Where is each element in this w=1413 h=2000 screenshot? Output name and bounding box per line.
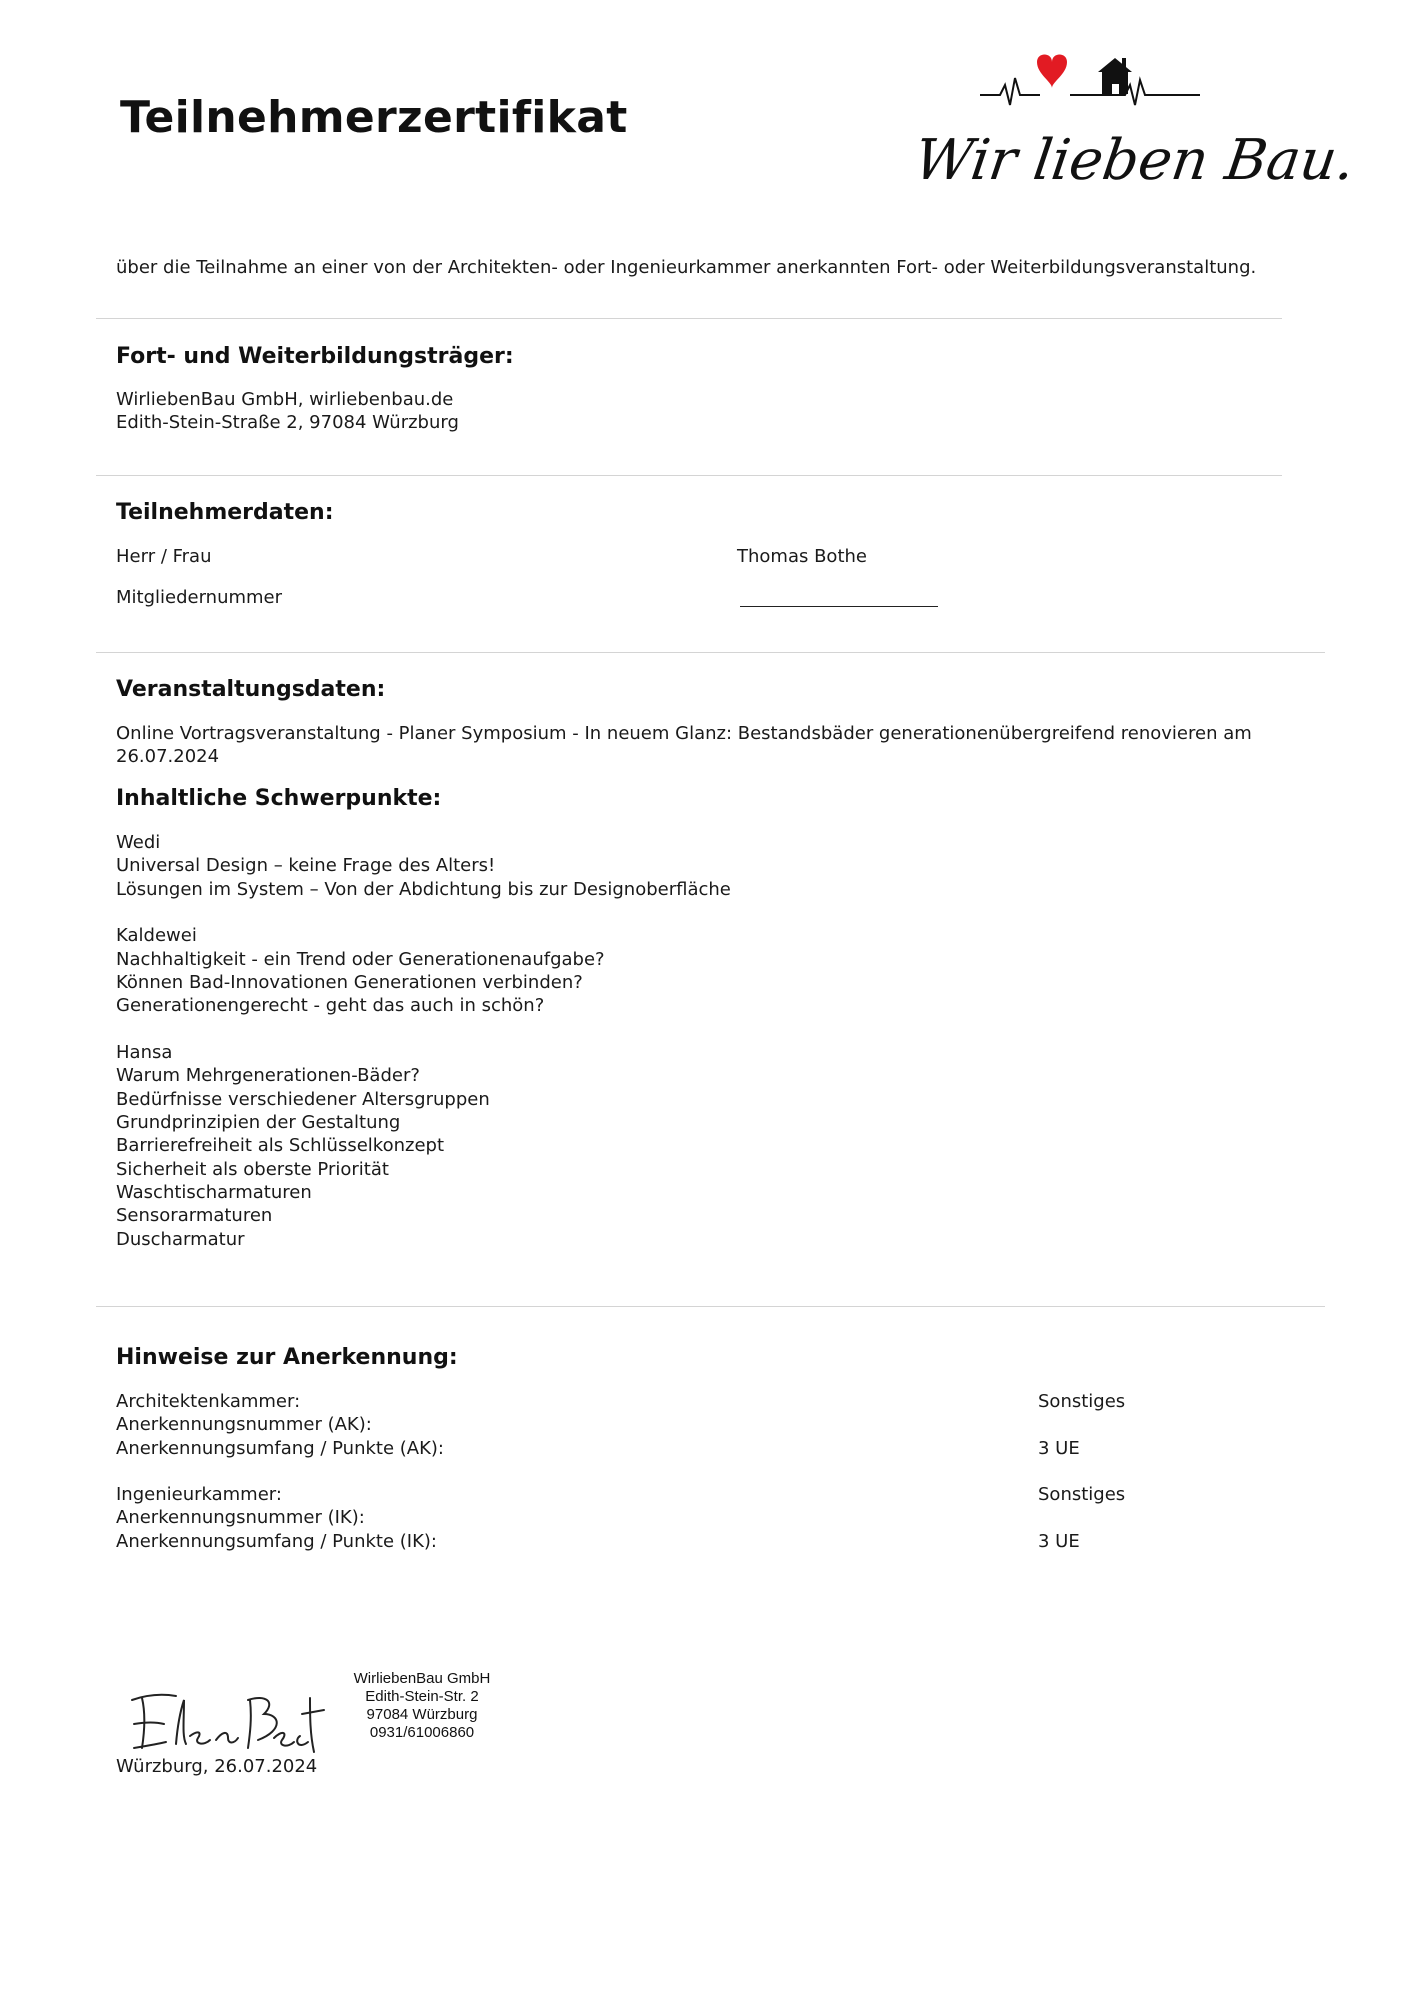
ik-number-label: Anerkennungsnummer (IK): — [116, 1507, 365, 1528]
salutation-label: Herr / Frau — [116, 546, 212, 567]
topic-line: Generationengerecht - geht das auch in schön? — [116, 995, 545, 1016]
topic-line: Universal Design – keine Frage des Alters! — [116, 855, 496, 876]
ik-scope-label: Anerkennungsumfang / Punkte (IK): — [116, 1531, 437, 1552]
topic-line: Wedi — [116, 832, 161, 853]
stamp-line: Edith-Stein-Str. 2 — [365, 1688, 479, 1705]
company-logo — [910, 50, 1359, 193]
topic-line: Warum Mehrgenerationen-Bäder? — [116, 1065, 420, 1086]
heartbeat-heart-house-icon — [910, 50, 1270, 110]
topic-line: Sensorarmaturen — [116, 1205, 273, 1226]
topic-line: Sicherheit als oberste Priorität — [116, 1159, 389, 1180]
event-description: Online Vortragsveranstaltung - Planer Symposium - In neuem Glanz: Bestandsbäder generationenübergreifend renovieren am — [116, 723, 1252, 744]
member-number-blank — [740, 606, 938, 607]
ak-scope-label: Anerkennungsumfang / Punkte (AK): — [116, 1438, 444, 1459]
intro-text: über die Teilnahme an einer von der Architekten- oder Ingenieurkammer anerkannten Fort- oder Weiterbildungsveranstaltung. — [116, 257, 1257, 278]
place-date: Würzburg, 26.07.2024 — [116, 1756, 318, 1777]
provider-name: WirliebenBau GmbH, wirliebenbau.de — [116, 389, 454, 410]
participant-name: Thomas Bothe — [737, 546, 867, 567]
member-number-label: Mitgliedernummer — [116, 587, 283, 608]
ik-chamber-label: Ingenieurkammer: — [116, 1484, 282, 1505]
stamp-line: 97084 Würzburg — [366, 1706, 478, 1723]
participant-heading: Teilnehmerdaten: — [116, 500, 334, 525]
stamp-line: 0931/61006860 — [369, 1724, 475, 1741]
divider — [96, 652, 1325, 653]
divider — [96, 1306, 1325, 1307]
topic-line: Barrierefreiheit als Schlüsselkonzept — [116, 1135, 445, 1156]
ak-number-label: Anerkennungsnummer (AK): — [116, 1414, 372, 1435]
topic-line: Lösungen im System – Von der Abdichtung bis zur Designoberfläche — [116, 879, 731, 900]
stamp-line: WirliebenBau GmbH — [353, 1670, 491, 1687]
event-heading: Veranstaltungsdaten: — [116, 677, 386, 702]
ak-chamber-label: Architektenkammer: — [116, 1391, 301, 1412]
topic-line: Waschtischarmaturen — [116, 1182, 312, 1203]
topic-line: Bedürfnisse verschiedener Altersgruppen — [116, 1089, 490, 1110]
recognition-heading: Hinweise zur Anerkennung: — [116, 1345, 458, 1370]
topic-line: Nachhaltigkeit - ein Trend oder Generationenaufgabe? — [116, 949, 605, 970]
ak-scope-value: 3 UE — [1038, 1438, 1080, 1459]
company-stamp — [342, 1670, 502, 1742]
divider — [96, 475, 1282, 476]
topic-line: Grundprinzipien der Gestaltung — [116, 1112, 401, 1133]
topic-line: Können Bad-Innovationen Generationen verbinden? — [116, 972, 583, 993]
topics-heading: Inhaltliche Schwerpunkte: — [116, 786, 442, 811]
event-date: 26.07.2024 — [116, 746, 220, 767]
handwritten-signature — [124, 1680, 334, 1760]
topic-line: Hansa — [116, 1042, 173, 1063]
topic-line: Kaldewei — [116, 925, 197, 946]
ik-scope-value: 3 UE — [1038, 1531, 1080, 1552]
provider-address: Edith-Stein-Straße 2, 97084 Würzburg — [116, 412, 459, 433]
ik-chamber-value: Sonstiges — [1038, 1484, 1126, 1505]
provider-heading: Fort- und Weiterbildungsträger: — [116, 344, 514, 369]
page-title: Teilnehmerzertifikat — [120, 92, 628, 143]
ak-chamber-value: Sonstiges — [1038, 1391, 1126, 1412]
logo-text: Wir lieben Bau. — [910, 128, 1359, 193]
topic-line: Duscharmatur — [116, 1229, 245, 1250]
divider — [96, 318, 1282, 319]
